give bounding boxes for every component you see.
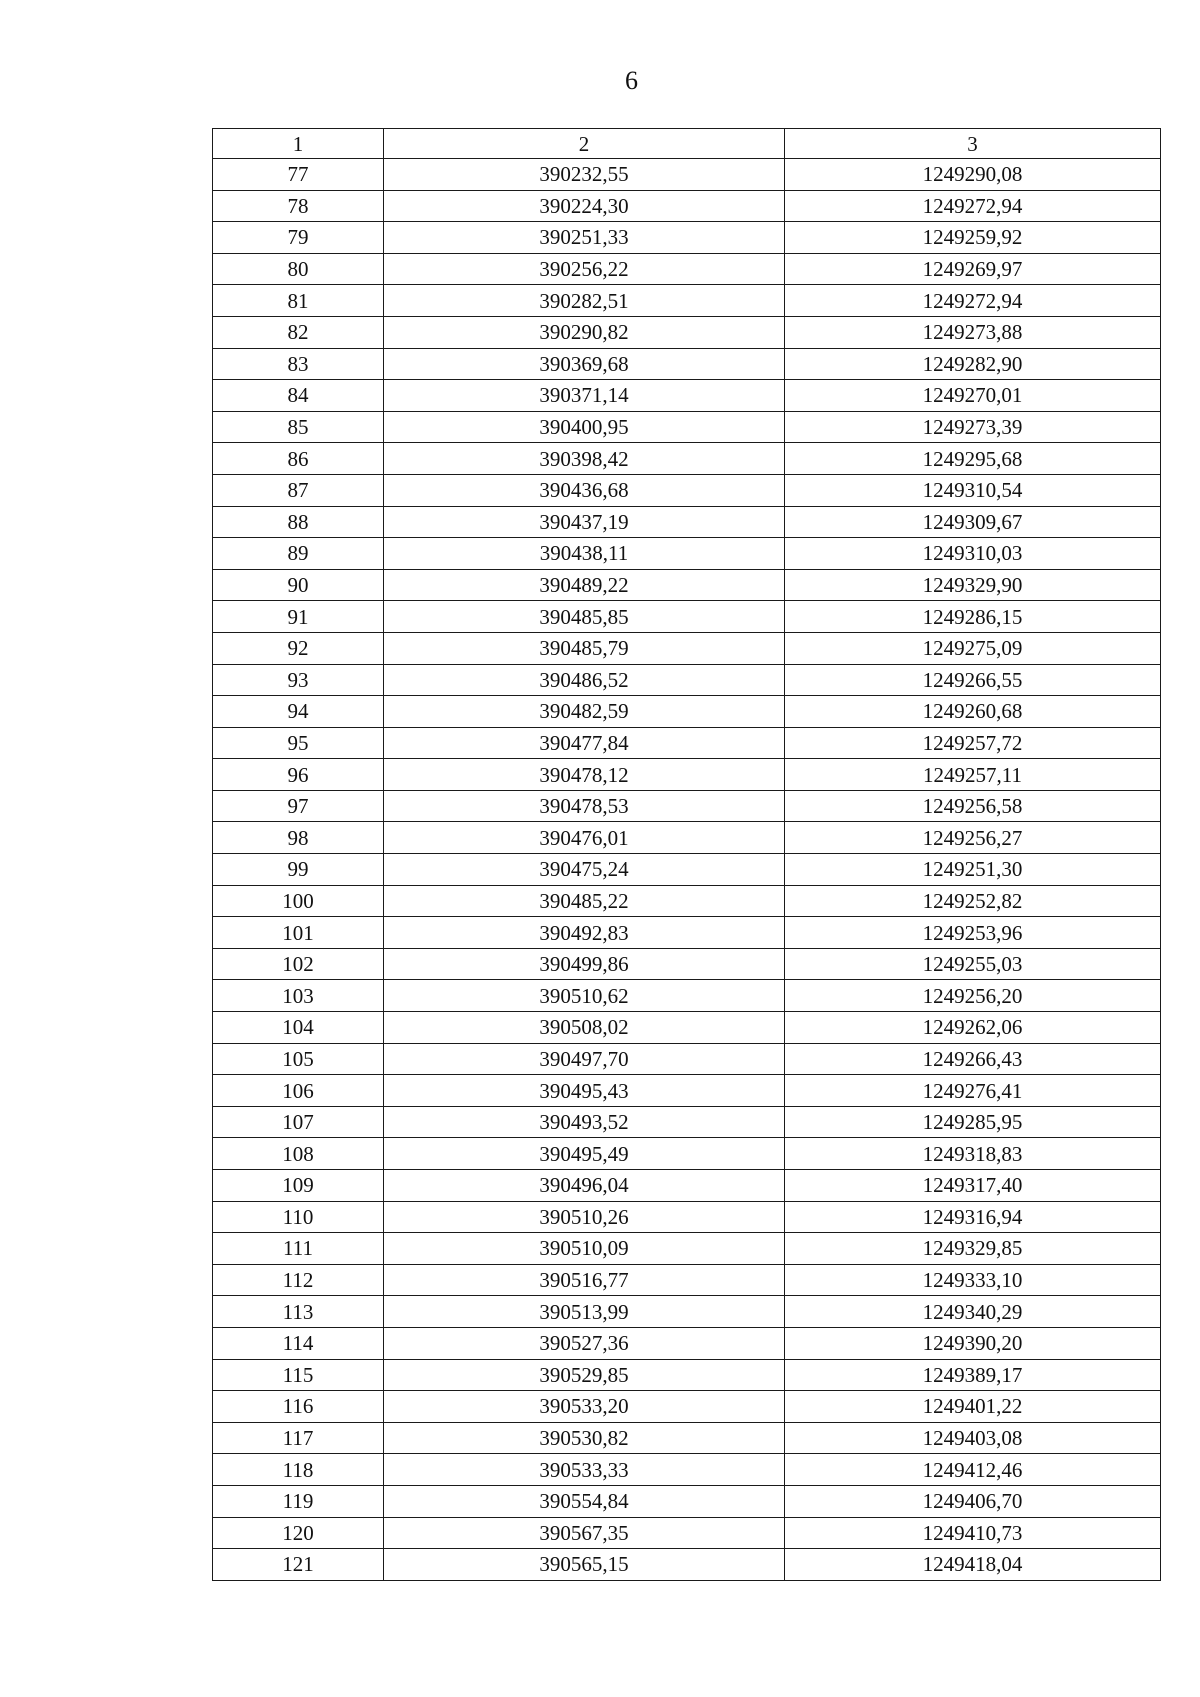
point-number-cell: 115 — [213, 1359, 384, 1391]
coordinate-y-cell: 1249256,27 — [785, 822, 1161, 854]
coordinate-x-cell: 390533,20 — [384, 1391, 785, 1423]
coordinate-y-cell: 1249272,94 — [785, 285, 1161, 317]
point-number-cell: 80 — [213, 253, 384, 285]
coordinate-x-cell: 390493,52 — [384, 1106, 785, 1138]
point-number-cell: 94 — [213, 696, 384, 728]
coordinate-y-cell: 1249340,29 — [785, 1296, 1161, 1328]
table-row — [213, 1201, 1161, 1233]
table-row — [213, 1296, 1161, 1328]
coordinate-x-cell: 390495,43 — [384, 1075, 785, 1107]
point-number-cell: 99 — [213, 854, 384, 886]
table-row — [213, 569, 1161, 601]
coordinate-y-cell: 1249276,41 — [785, 1075, 1161, 1107]
coordinate-y-cell: 1249290,08 — [785, 159, 1161, 191]
coordinate-x-cell: 390475,24 — [384, 854, 785, 886]
point-number-cell: 113 — [213, 1296, 384, 1328]
coordinate-y-cell: 1249253,96 — [785, 917, 1161, 949]
coordinate-y-cell: 1249310,03 — [785, 538, 1161, 570]
point-number-cell: 103 — [213, 980, 384, 1012]
table-row — [213, 538, 1161, 570]
table-row — [213, 822, 1161, 854]
table-row — [213, 159, 1161, 191]
coordinate-x-cell: 390530,82 — [384, 1422, 785, 1454]
coordinate-x-cell: 390516,77 — [384, 1264, 785, 1296]
coordinate-y-cell: 1249401,22 — [785, 1391, 1161, 1423]
table-row — [213, 222, 1161, 254]
coordinate-y-cell: 1249310,54 — [785, 474, 1161, 506]
coordinate-x-cell: 390497,70 — [384, 1043, 785, 1075]
coordinate-y-cell: 1249257,72 — [785, 727, 1161, 759]
coordinate-y-cell: 1249256,20 — [785, 980, 1161, 1012]
coordinate-x-cell: 390478,53 — [384, 790, 785, 822]
coordinate-x-cell: 390499,86 — [384, 948, 785, 980]
coordinate-x-cell: 390508,02 — [384, 1012, 785, 1044]
point-number-cell: 81 — [213, 285, 384, 317]
coordinate-x-cell: 390485,79 — [384, 632, 785, 664]
coordinate-x-cell: 390565,15 — [384, 1549, 785, 1581]
point-number-cell: 116 — [213, 1391, 384, 1423]
table-row — [213, 316, 1161, 348]
coordinate-x-cell: 390482,59 — [384, 696, 785, 728]
coordinate-y-cell: 1249329,85 — [785, 1233, 1161, 1265]
point-number-cell: 92 — [213, 632, 384, 664]
point-number-cell: 108 — [213, 1138, 384, 1170]
point-number-cell: 107 — [213, 1106, 384, 1138]
coordinate-x-cell: 390437,19 — [384, 506, 785, 538]
table-row — [213, 285, 1161, 317]
point-number-cell: 88 — [213, 506, 384, 538]
table-row — [213, 980, 1161, 1012]
table-row — [213, 790, 1161, 822]
coordinate-x-cell: 390567,35 — [384, 1517, 785, 1549]
coordinate-y-cell: 1249256,58 — [785, 790, 1161, 822]
table-row — [213, 759, 1161, 791]
coordinate-x-cell: 390369,68 — [384, 348, 785, 380]
table-row — [213, 854, 1161, 886]
point-number-cell: 84 — [213, 380, 384, 412]
table-header-row — [213, 129, 1161, 159]
coordinate-y-cell: 1249260,68 — [785, 696, 1161, 728]
coordinate-x-cell: 390438,11 — [384, 538, 785, 570]
point-number-cell: 83 — [213, 348, 384, 380]
point-number-cell: 114 — [213, 1327, 384, 1359]
coordinate-x-cell: 390529,85 — [384, 1359, 785, 1391]
column-header-1: 1 — [213, 129, 384, 159]
table-row — [213, 253, 1161, 285]
coordinate-y-cell: 1249309,67 — [785, 506, 1161, 538]
coordinate-y-cell: 1249266,43 — [785, 1043, 1161, 1075]
coordinate-x-cell: 390485,22 — [384, 885, 785, 917]
table-row — [213, 1517, 1161, 1549]
point-number-cell: 101 — [213, 917, 384, 949]
point-number-cell: 95 — [213, 727, 384, 759]
table-row — [213, 1012, 1161, 1044]
table-row — [213, 1264, 1161, 1296]
coordinate-x-cell: 390513,99 — [384, 1296, 785, 1328]
coordinate-x-cell: 390533,33 — [384, 1454, 785, 1486]
page-number: 6 — [625, 66, 638, 95]
point-number-cell: 119 — [213, 1485, 384, 1517]
table-header — [213, 129, 1161, 159]
point-number-cell: 106 — [213, 1075, 384, 1107]
coordinate-y-cell: 1249252,82 — [785, 885, 1161, 917]
table-row — [213, 917, 1161, 949]
point-number-cell: 85 — [213, 411, 384, 443]
coordinate-y-cell: 1249270,01 — [785, 380, 1161, 412]
point-number-cell: 86 — [213, 443, 384, 475]
table-row — [213, 506, 1161, 538]
coordinate-x-cell: 390477,84 — [384, 727, 785, 759]
point-number-cell: 96 — [213, 759, 384, 791]
coordinate-x-cell: 390371,14 — [384, 380, 785, 412]
coordinate-x-cell: 390554,84 — [384, 1485, 785, 1517]
coordinate-y-cell: 1249273,39 — [785, 411, 1161, 443]
table-row — [213, 601, 1161, 633]
point-number-cell: 117 — [213, 1422, 384, 1454]
coordinate-x-cell: 390476,01 — [384, 822, 785, 854]
coordinate-x-cell: 390510,09 — [384, 1233, 785, 1265]
coordinate-x-cell: 390290,82 — [384, 316, 785, 348]
coordinate-y-cell: 1249329,90 — [785, 569, 1161, 601]
coordinate-y-cell: 1249259,92 — [785, 222, 1161, 254]
coordinate-x-cell: 390492,83 — [384, 917, 785, 949]
coordinate-y-cell: 1249318,83 — [785, 1138, 1161, 1170]
table-row — [213, 411, 1161, 443]
point-number-cell: 91 — [213, 601, 384, 633]
coordinate-x-cell: 390282,51 — [384, 285, 785, 317]
point-number-cell: 93 — [213, 664, 384, 696]
table-body — [213, 159, 1161, 1581]
table-row — [213, 632, 1161, 664]
coordinate-x-cell: 390478,12 — [384, 759, 785, 791]
point-number-cell: 111 — [213, 1233, 384, 1265]
table-row — [213, 1359, 1161, 1391]
coordinate-y-cell: 1249286,15 — [785, 601, 1161, 633]
coordinate-y-cell: 1249257,11 — [785, 759, 1161, 791]
point-number-cell: 112 — [213, 1264, 384, 1296]
coordinate-x-cell: 390232,55 — [384, 159, 785, 191]
table-row — [213, 727, 1161, 759]
coordinate-y-cell: 1249418,04 — [785, 1549, 1161, 1581]
point-number-cell: 118 — [213, 1454, 384, 1486]
table-row — [213, 1454, 1161, 1486]
point-number-cell: 89 — [213, 538, 384, 570]
coordinate-x-cell: 390398,42 — [384, 443, 785, 475]
point-number-cell: 121 — [213, 1549, 384, 1581]
coordinate-x-cell: 390527,36 — [384, 1327, 785, 1359]
point-number-cell: 109 — [213, 1170, 384, 1202]
point-number-cell: 110 — [213, 1201, 384, 1233]
coordinate-y-cell: 1249272,94 — [785, 190, 1161, 222]
table-row — [213, 1106, 1161, 1138]
table-row — [213, 190, 1161, 222]
point-number-cell: 77 — [213, 159, 384, 191]
point-number-cell: 120 — [213, 1517, 384, 1549]
table-row — [213, 948, 1161, 980]
table-row — [213, 664, 1161, 696]
coordinate-y-cell: 1249275,09 — [785, 632, 1161, 664]
point-number-cell: 102 — [213, 948, 384, 980]
coordinate-y-cell: 1249389,17 — [785, 1359, 1161, 1391]
table-row — [213, 1043, 1161, 1075]
coordinate-x-cell: 390485,85 — [384, 601, 785, 633]
point-number-cell: 98 — [213, 822, 384, 854]
coordinate-x-cell: 390510,26 — [384, 1201, 785, 1233]
point-number-cell: 87 — [213, 474, 384, 506]
coordinate-y-cell: 1249262,06 — [785, 1012, 1161, 1044]
table-row — [213, 885, 1161, 917]
point-number-cell: 104 — [213, 1012, 384, 1044]
coordinate-y-cell: 1249403,08 — [785, 1422, 1161, 1454]
table-row — [213, 1138, 1161, 1170]
coordinate-x-cell: 390400,95 — [384, 411, 785, 443]
coordinate-y-cell: 1249251,30 — [785, 854, 1161, 886]
table-row — [213, 1327, 1161, 1359]
table-row — [213, 696, 1161, 728]
coordinate-y-cell: 1249295,68 — [785, 443, 1161, 475]
coordinate-y-cell: 1249266,55 — [785, 664, 1161, 696]
coordinate-y-cell: 1249255,03 — [785, 948, 1161, 980]
point-number-cell: 97 — [213, 790, 384, 822]
coordinate-x-cell: 390495,49 — [384, 1138, 785, 1170]
point-number-cell: 78 — [213, 190, 384, 222]
coordinate-y-cell: 1249282,90 — [785, 348, 1161, 380]
coordinate-x-cell: 390224,30 — [384, 190, 785, 222]
coordinate-x-cell: 390489,22 — [384, 569, 785, 601]
coordinate-x-cell: 390510,62 — [384, 980, 785, 1012]
table-row — [213, 380, 1161, 412]
table-row — [213, 348, 1161, 380]
coordinate-y-cell: 1249273,88 — [785, 316, 1161, 348]
point-number-cell: 79 — [213, 222, 384, 254]
coordinate-y-cell: 1249412,46 — [785, 1454, 1161, 1486]
table-row — [213, 1391, 1161, 1423]
table-row — [213, 443, 1161, 475]
point-number-cell: 82 — [213, 316, 384, 348]
coordinate-y-cell: 1249406,70 — [785, 1485, 1161, 1517]
table-row — [213, 1549, 1161, 1581]
coordinate-x-cell: 390256,22 — [384, 253, 785, 285]
coordinate-x-cell: 390486,52 — [384, 664, 785, 696]
table-row — [213, 1485, 1161, 1517]
table-row — [213, 1422, 1161, 1454]
point-number-cell: 90 — [213, 569, 384, 601]
coordinate-x-cell: 390251,33 — [384, 222, 785, 254]
table-row — [213, 1075, 1161, 1107]
coordinate-y-cell: 1249316,94 — [785, 1201, 1161, 1233]
coordinate-y-cell: 1249317,40 — [785, 1170, 1161, 1202]
column-header-3: 3 — [785, 129, 1161, 159]
table-row — [213, 1170, 1161, 1202]
column-header-2: 2 — [384, 129, 785, 159]
coordinate-y-cell: 1249390,20 — [785, 1327, 1161, 1359]
point-number-cell: 105 — [213, 1043, 384, 1075]
coordinate-y-cell: 1249333,10 — [785, 1264, 1161, 1296]
coordinate-y-cell: 1249285,95 — [785, 1106, 1161, 1138]
point-number-cell: 100 — [213, 885, 384, 917]
coordinates-table — [212, 128, 1161, 1581]
coordinate-x-cell: 390436,68 — [384, 474, 785, 506]
coordinate-y-cell: 1249269,97 — [785, 253, 1161, 285]
table-row — [213, 1233, 1161, 1265]
coordinate-y-cell: 1249410,73 — [785, 1517, 1161, 1549]
coordinate-x-cell: 390496,04 — [384, 1170, 785, 1202]
table-row — [213, 474, 1161, 506]
